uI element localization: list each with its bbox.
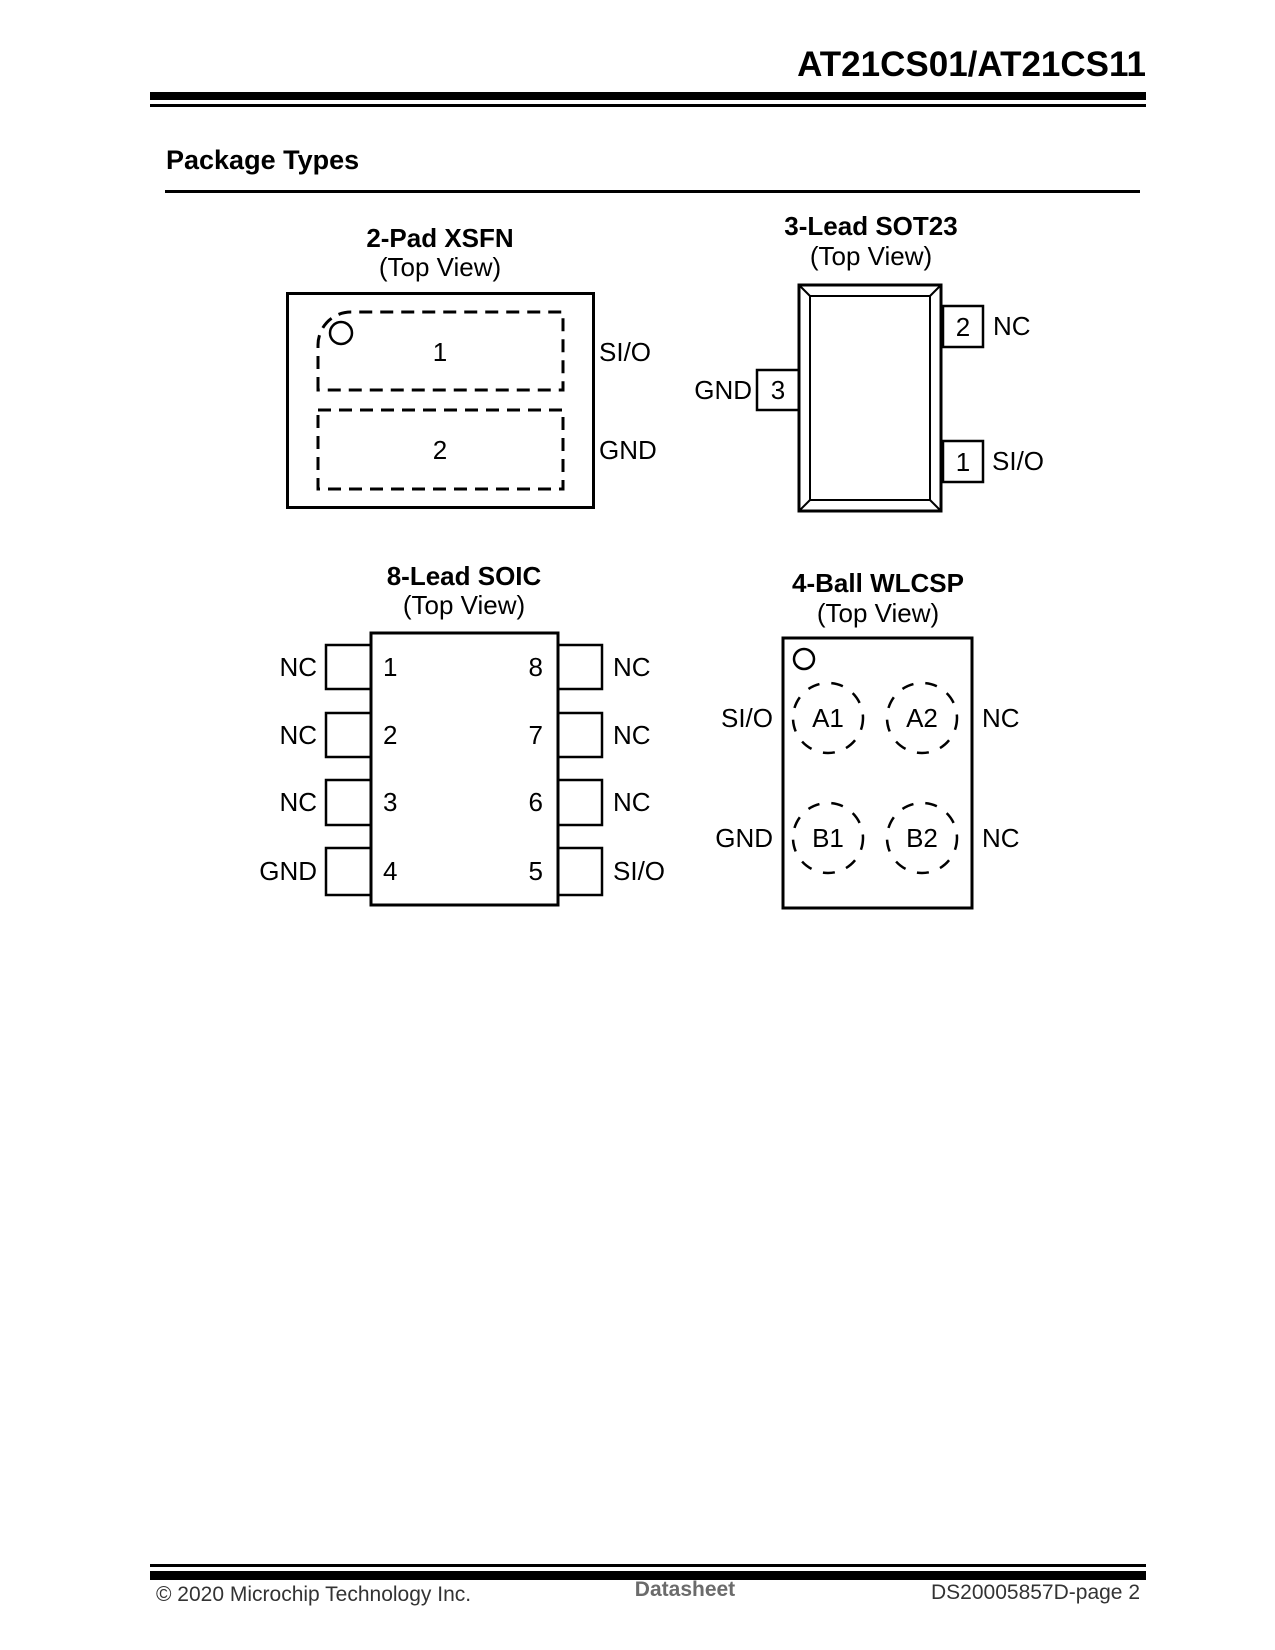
xsfn-body: [288, 294, 594, 508]
xsfn-outline: [288, 294, 594, 508]
soic-pin2-label: NC: [279, 720, 317, 750]
soic-pin6-label: NC: [613, 787, 651, 817]
xsfn-pin1-indicator-icon: [330, 322, 352, 344]
soic-pin5-number: 5: [528, 856, 543, 886]
sot23-outline: [757, 285, 983, 511]
soic-pin3-label: NC: [279, 787, 317, 817]
wlcsp-row-a-right-label: NC: [982, 703, 1020, 733]
footer-copyright: © 2020 Microchip Technology Inc.: [156, 1583, 472, 1606]
sot23-subtitle: (Top View): [809, 241, 933, 271]
xsfn-pad2-label: GND: [599, 435, 657, 465]
section-rule: [165, 190, 1140, 193]
sot23-body-inner: [810, 296, 930, 500]
soic-pin4-label: GND: [259, 856, 317, 886]
soic-pin4-box: [326, 848, 371, 895]
soic-pin6-box: [558, 780, 602, 825]
sot23-pin1-label: SI/O: [992, 446, 1045, 476]
wlcsp-ball-b2: B2: [906, 823, 938, 853]
soic-pin6-number: 6: [528, 787, 543, 817]
soic-pin3-number: 3: [383, 787, 398, 817]
sot23-title: 3-Lead SOT23: [784, 211, 958, 241]
sot23-pin1-number: 1: [955, 447, 971, 477]
footer-center-label: Datasheet: [634, 1578, 736, 1601]
soic-pin8-number: 8: [528, 652, 543, 682]
sot23-bevel-br: [930, 500, 941, 511]
xsfn-subtitle: (Top View): [378, 252, 502, 282]
soic-pin8-box: [558, 645, 602, 689]
wlcsp-ball-a2: A2: [906, 703, 938, 733]
wlcsp-title: 4-Ball WLCSP: [792, 568, 964, 598]
sot23-bevel-tr: [930, 285, 941, 296]
soic-subtitle: (Top View): [402, 590, 526, 620]
sot23-body-outer: [799, 285, 941, 511]
soic-pin4-number: 4: [383, 856, 398, 886]
soic-pin7-box: [558, 713, 602, 757]
soic-pin7-number: 7: [528, 720, 543, 750]
xsfn-pad2-number: 2: [432, 435, 448, 465]
sot23-pin2-label: NC: [993, 311, 1031, 341]
soic-pin7-label: NC: [613, 720, 651, 750]
soic-title: 8-Lead SOIC: [386, 561, 542, 591]
soic-outline: [326, 633, 602, 905]
soic-pin8-label: NC: [613, 652, 651, 682]
wlcsp-row-b-left-label: GND: [715, 823, 773, 853]
section-title: Package Types: [166, 145, 360, 175]
wlcsp-ball-a1: A1: [812, 703, 844, 733]
wlcsp-body: [783, 638, 972, 908]
wlcsp-subtitle: (Top View): [816, 598, 940, 628]
wlcsp-row-b-right-label: NC: [982, 823, 1020, 853]
wlcsp-row-a-left-label: SI/O: [720, 703, 773, 733]
document-title: AT21CS01/AT21CS11: [797, 45, 1146, 84]
header-rule-thin: [150, 104, 1146, 107]
wlcsp-outline: [783, 638, 972, 908]
sot23-pin3-label: GND: [694, 375, 752, 405]
soic-pin2-box: [326, 713, 371, 757]
footer-doc-ref: DS20005857D-page 2: [931, 1581, 1140, 1604]
sot23-pin3-number: 3: [770, 375, 786, 405]
sot23-bevel-bl: [799, 500, 810, 511]
wlcsp-ball-b1: B1: [812, 823, 844, 853]
xsfn-title: 2-Pad XSFN: [366, 223, 514, 253]
soic-pin5-label: SI/O: [613, 856, 666, 886]
soic-pin1-number: 1: [383, 652, 398, 682]
soic-pin2-number: 2: [383, 720, 398, 750]
wlcsp-a1-indicator-icon: [794, 649, 814, 669]
soic-pin1-box: [326, 645, 371, 689]
header-rule-thick: [150, 92, 1146, 100]
xsfn-pad1-number: 1: [432, 337, 448, 367]
footer-rule-thin: [150, 1564, 1146, 1567]
soic-pin5-box: [558, 848, 602, 895]
soic-pin1-label: NC: [279, 652, 317, 682]
soic-pin3-box: [326, 780, 371, 825]
sot23-pin2-number: 2: [955, 312, 971, 342]
sot23-bevel-tl: [799, 285, 810, 296]
xsfn-pad1-label: SI/O: [599, 337, 652, 367]
